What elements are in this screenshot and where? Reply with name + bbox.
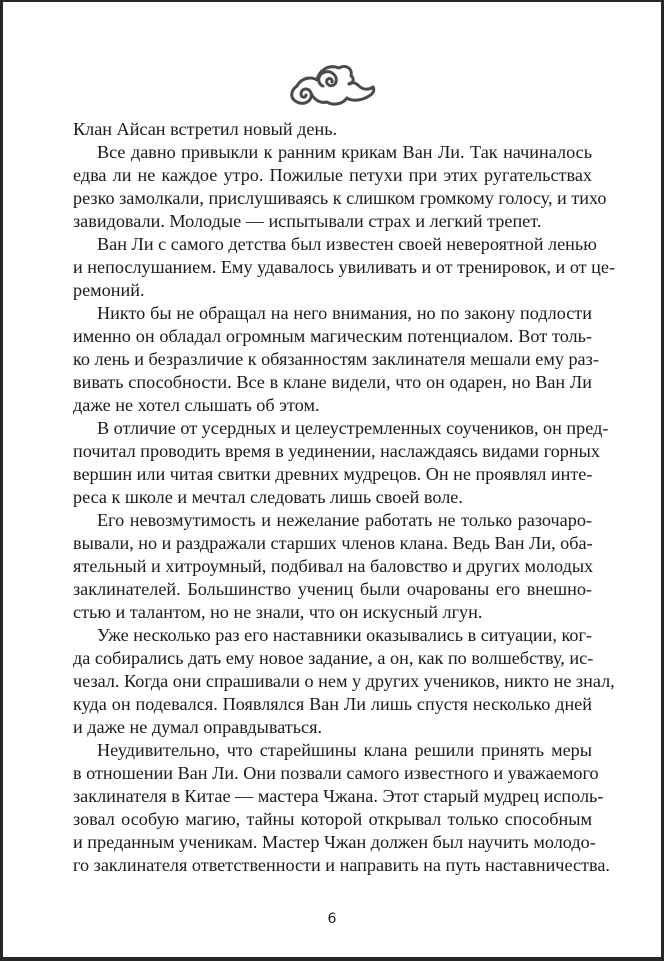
text-line: куда он подевался. Появлялся Ван Ли лишь спустя несколько дней: [73, 694, 592, 714]
text-line: заклинателей. Большинство учениц были очарованы его внешно-: [73, 579, 592, 599]
paragraph: [73, 141, 607, 233]
text-line: ко лень и безразличие к обязанностям заклинателя мешали ему раз-: [73, 349, 599, 369]
paragraph: [73, 624, 615, 739]
text-line: чезал. Когда они спрашивали о нем у других учеников, никто не знал,: [73, 671, 615, 691]
paragraph: [73, 509, 592, 624]
paragraph: [73, 118, 592, 141]
text-line: резко замолкали, прислушиваясь к слишком громкому голосу, и тихо: [73, 188, 607, 208]
paragraph: [73, 302, 599, 417]
paragraph: [73, 233, 616, 302]
paragraph: [73, 739, 610, 877]
page-number: 6: [327, 911, 337, 927]
text-line: ремоний.: [73, 280, 145, 300]
text-line: да собирались дать ему новое задание, а он, как по волшебству, ис-: [73, 648, 594, 668]
text-line: Его невозмутимость и нежелание работать не только разочаро-: [97, 510, 592, 530]
text-line: Все давно привыкли к ранним крикам Ван Ли. Так начиналось: [97, 142, 592, 162]
text-line: именно он обладал огромным магическим потенциалом. Вот толь-: [73, 326, 592, 346]
text-line: завидовали. Молодые — испытывали страх и легкий трепет.: [73, 211, 542, 231]
cloud-icon: [283, 60, 383, 108]
text-line: зовал особую магию, тайны которой открывал только способным: [73, 809, 592, 829]
text-line: даже не хотел слышать об этом.: [73, 395, 320, 415]
text-line: и непослушанием. Ему удавалось увиливать и от тренировок, и от це-: [73, 257, 616, 277]
text-line: Уже несколько раз его наставники оказывались в ситуации, ког-: [97, 625, 592, 645]
text-line: в отношении Ван Ли. Они позвали самого известного и уважаемого: [73, 763, 599, 783]
text-line: Ван Ли с самого детства был известен своей невероятной ленью: [97, 234, 597, 254]
text-line: го заклинателя ответственности и направить на путь наставничества.: [73, 855, 610, 875]
text-line: почитал проводить время в уединении, наслаждаясь видами горных: [73, 441, 600, 461]
paragraph: [73, 417, 609, 509]
text-line: Клан Айсан встретил новый день.: [73, 119, 338, 139]
text-line: вершин или читая свитки древних мудрецов. Он не проявлял инте-: [73, 464, 593, 484]
text-line: заклинателя в Китае — мастера Чжана. Этот старый мудрец исполь-: [73, 786, 604, 806]
text-line: вивать способности. Все в клане видели, что он одарен, но Ван Ли: [73, 372, 592, 392]
body-text: [73, 118, 616, 877]
text-line: ятельный и хитроумный, подбивал на баловство и других молодых: [73, 556, 594, 576]
text-line: реса к школе и мечтал следовать лишь своей воле.: [73, 487, 463, 507]
text-line: и даже не думал оправдываться.: [73, 717, 323, 737]
text-line: вывали, но и раздражали старших членов клана. Ведь Ван Ли, оба-: [73, 533, 593, 553]
text-line: Никто бы не обращал на него внимания, но по закону подлости: [97, 303, 592, 323]
text-line: Неудивительно, что старейшины клана решили принять меры: [97, 740, 592, 760]
text-line: едва ли не каждое утро. Пожилые петухи при этих ругательствах: [73, 165, 592, 185]
text-line: и преданным ученикам. Мастер Чжан должен был научить молодо-: [73, 832, 596, 852]
text-line: стью и талантом, но не знали, что он искусный лгун.: [73, 602, 483, 622]
text-line: В отличие от усердных и целеустремленных соучеников, он пред-: [97, 418, 609, 438]
book-page: [3, 2, 661, 957]
